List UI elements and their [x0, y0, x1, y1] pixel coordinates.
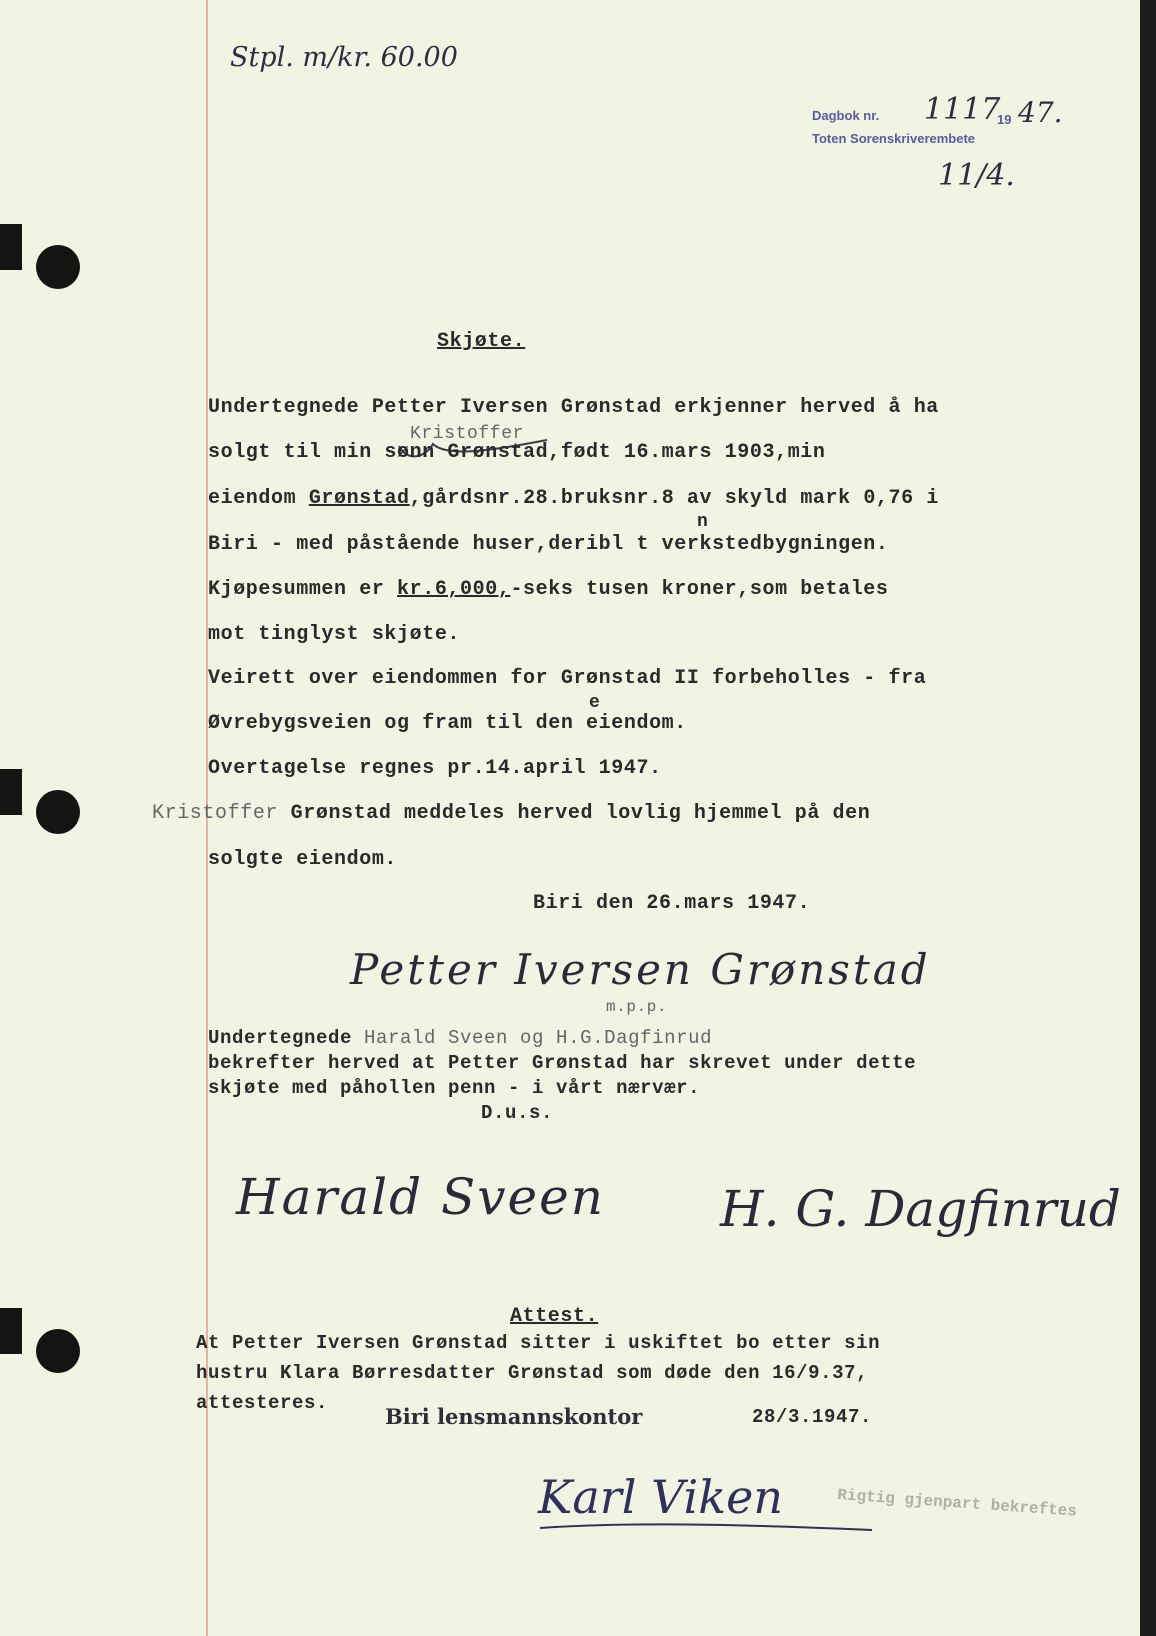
- deed-line: Kjøpesummen er kr.6,000,-seks tusen kroner,som betales: [208, 578, 889, 601]
- registration-date: 11/4.: [938, 158, 1015, 193]
- punch-hole: [36, 245, 80, 289]
- attest-title: Attest.: [510, 1305, 599, 1328]
- deed-title: Skjøte.: [437, 330, 526, 353]
- deed-line: Kristoffer Grønstad meddeles herved lovlig hjemmel på den: [152, 802, 871, 825]
- attest-line: attesteres.: [196, 1392, 329, 1414]
- deed-place-date: Biri den 26.mars 1947.: [533, 892, 811, 915]
- punch-hole-tab: [0, 1308, 22, 1354]
- journal-stamp-office: Toten Sorenskriverembete: [812, 131, 976, 146]
- witness-signature: Harald Sveen: [236, 1168, 605, 1226]
- punch-hole-tab: [0, 769, 22, 815]
- deed-line: Undertegnede Petter Iversen Grønstad erkjenner herved å ha: [208, 396, 939, 419]
- witness-signature: H. G. Dagfinrud: [720, 1180, 1121, 1238]
- witness-line: D.u.s.: [481, 1102, 554, 1124]
- deed-line: solgte eiendom.: [208, 848, 398, 871]
- seller-signature: Petter Iversen Grønstad: [350, 945, 931, 994]
- journal-stamp-label: Dagbok nr.: [812, 108, 880, 123]
- attest-date: 28/3.1947.: [752, 1406, 873, 1428]
- journal-year: 47.: [1018, 96, 1063, 129]
- certification-stamp: Rigtig gjenpart bekreftes: [836, 1486, 1078, 1521]
- officer-signature: Karl Viken: [538, 1470, 783, 1524]
- witness-line: Undertegnede Harald Sveen og H.G.Dagfinrud: [208, 1027, 713, 1049]
- attest-line: hustru Klara Børresdatter Grønstad som døde den 16/9.37,: [196, 1362, 869, 1384]
- journal-number: 1117: [924, 92, 1001, 127]
- deed-correction: e: [589, 693, 601, 713]
- punch-hole: [36, 790, 80, 834]
- deed-line: Øvrebygsveien og fram til den eiendom.: [208, 712, 687, 735]
- deed-line: solgt til min sønn Grønstad,født 16.mars 1903,min: [208, 441, 826, 464]
- signature-underline: [536, 1516, 876, 1538]
- deed-line: Biri - med påstående huser,deribl t verkstedbygningen.: [208, 533, 889, 556]
- deed-insertion: Kristoffer: [410, 424, 525, 444]
- journal-year-prefix: 19: [997, 112, 1012, 127]
- attest-line: At Petter Iversen Grønstad sitter i uskiftet bo etter sin: [196, 1332, 881, 1354]
- punch-hole: [36, 1329, 80, 1373]
- deed-line: Overtagelse regnes pr.14.april 1947.: [208, 757, 662, 780]
- deed-line: eiendom Grønstad,gårdsnr.28.bruksnr.8 av skyld mark 0,76 i: [208, 487, 939, 510]
- deed-correction: n: [697, 512, 709, 532]
- witness-line: bekrefter herved at Petter Grønstad har skrevet under dette: [208, 1052, 917, 1074]
- deed-line: mot tinglyst skjøte.: [208, 623, 461, 646]
- witness-line: skjøte med påhollen penn - i vårt nærvær.: [208, 1077, 701, 1099]
- lensmann-office-stamp: Biri lensmannskontor: [385, 1404, 643, 1429]
- punch-hole-tab: [0, 224, 22, 270]
- deed-line: Veirett over eiendommen for Grønstad II forbeholles - fra: [208, 667, 927, 690]
- seller-mark: m.p.p.: [606, 998, 668, 1016]
- fee-note: Stpl. m/kr. 60.00: [230, 42, 458, 73]
